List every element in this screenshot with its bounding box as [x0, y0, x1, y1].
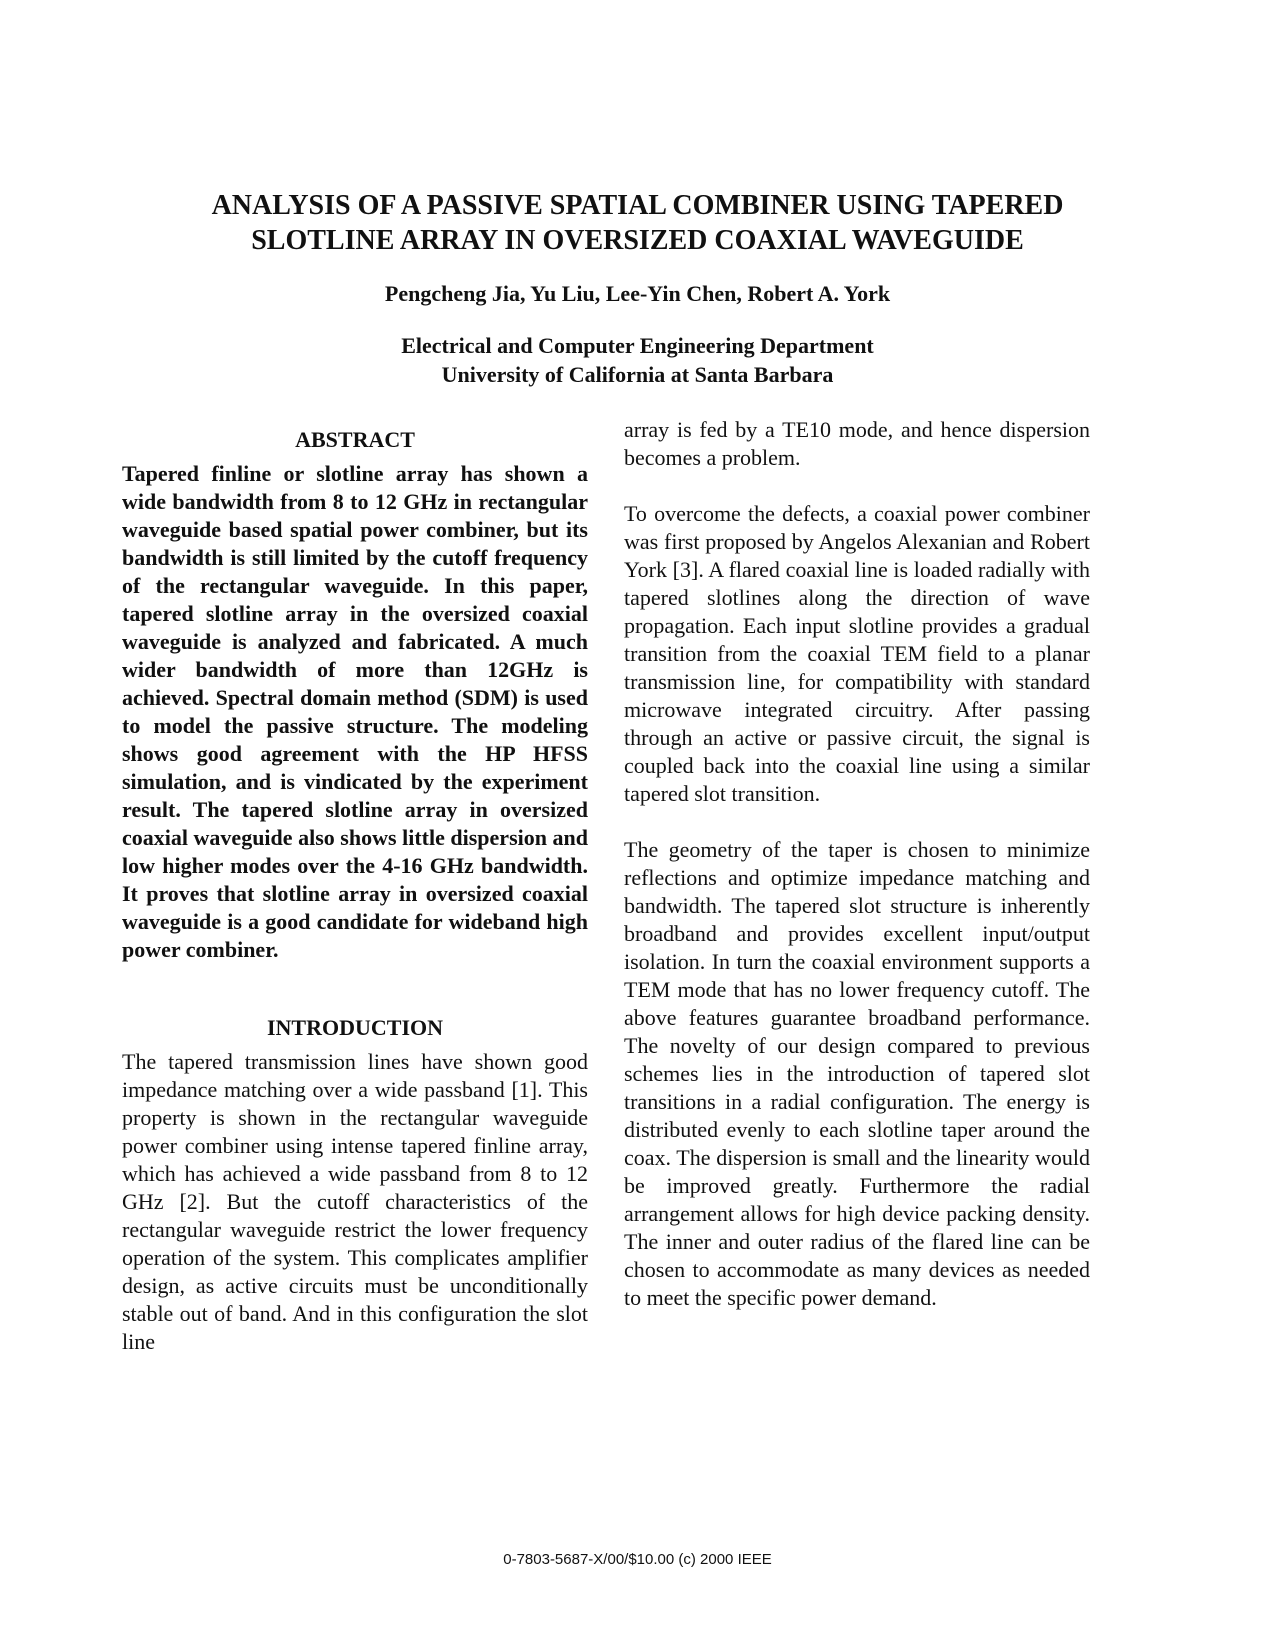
- introduction-paragraph-2: To overcome the defects, a coaxial power combiner was first proposed by Angelos Alexanian and Robert York [3]. A flared coaxial line is loaded radially with tapered slotlines along the direction of wave propagation. Each input slotline provides a gradual transition from the coaxial TEM field to a planar transmission line, for compatibility with standard microwave integrated circuitry. After passing through an active or passive circuit, the signal is coupled back into the coaxial line using a similar tapered slot transition.: [624, 501, 1090, 806]
- introduction-heading: INTRODUCTION: [266, 1015, 444, 1040]
- paper-title: [120, 188, 1155, 258]
- abstract-body: Tapered finline or slotline array has shown a wide bandwidth from 8 to 12 GHz in rectangular waveguide based spatial power combiner, but its bandwidth is still limited by the cutoff frequency of the rectangular waveguide. In this paper, tapered slotline array in the oversized coaxial waveguide is analyzed and fabricated. A much wider bandwidth of more than 12GHz is achieved. Spectral domain method (SDM) is used to model the passive structure. The modeling shows good agreement with the HP HFSS simulation, and is vindicated by the experiment result. The tapered slotline array in oversized coaxial waveguide also shows little dispersion and low higher modes over the 4-16 GHz bandwidth. It proves that slotline array in oversized coaxial waveguide is a good candidate for wideband high power combiner.: [122, 461, 588, 962]
- paper-title-line-1: ANALYSIS OF A PASSIVE SPATIAL COMBINER USING TAPERED: [211, 190, 1064, 221]
- left-column: [122, 426, 588, 1356]
- affiliation-department: Electrical and Computer Engineering Department: [401, 333, 874, 358]
- author-list: Pengcheng Jia, Yu Liu, Lee-Yin Chen, Robert A. York: [384, 281, 891, 306]
- introduction-paragraph-1: The tapered transmission lines have shown good impedance matching over a wide passband [1]. This property is shown in the rectangular waveguide power combiner using intense tapered finline array, which has achieved a wide passband from 8 to 12 GHz [2]. But the cutoff characteristics of the rectangular waveguide restrict the lower frequency operation of the system. This complicates amplifier design, as active circuits must be unconditionally stable out of band. And in this configuration the slot line: [122, 1049, 588, 1354]
- introduction-paragraph-1-continued: array is fed by a TE10 mode, and hence dispersion becomes a problem.: [624, 417, 1090, 470]
- copyright-footer: 0-7803-5687-X/00/$10.00 (c) 2000 IEEE: [503, 1551, 772, 1568]
- right-column: [624, 416, 1090, 1312]
- introduction-paragraph-3: The geometry of the taper is chosen to minimize reflections and optimize impedance matching and bandwidth. The tapered slot structure is inherently broadband and provides excellent input/output isolation. In turn the coaxial environment supports a TEM mode that has no lower frequency cutoff. The above features guarantee broadband performance. The novelty of our design compared to previous schemes lies in the introduction of tapered slot transitions in a radial configuration. The energy is distributed evenly to each slotline taper around the coax. The dispersion is small and the linearity would be improved greatly. Furthermore the radial arrangement allows for high device packing density. The inner and outer radius of the flared line can be chosen to accommodate as many devices as needed to meet the specific power demand.: [624, 837, 1090, 1310]
- abstract-heading: ABSTRACT: [295, 427, 415, 452]
- affiliation-university: University of California at Santa Barbara: [441, 362, 834, 387]
- paper-title-line-2: SLOTLINE ARRAY IN OVERSIZED COAXIAL WAVEGUIDE: [251, 225, 1024, 256]
- affiliation: [120, 331, 1155, 389]
